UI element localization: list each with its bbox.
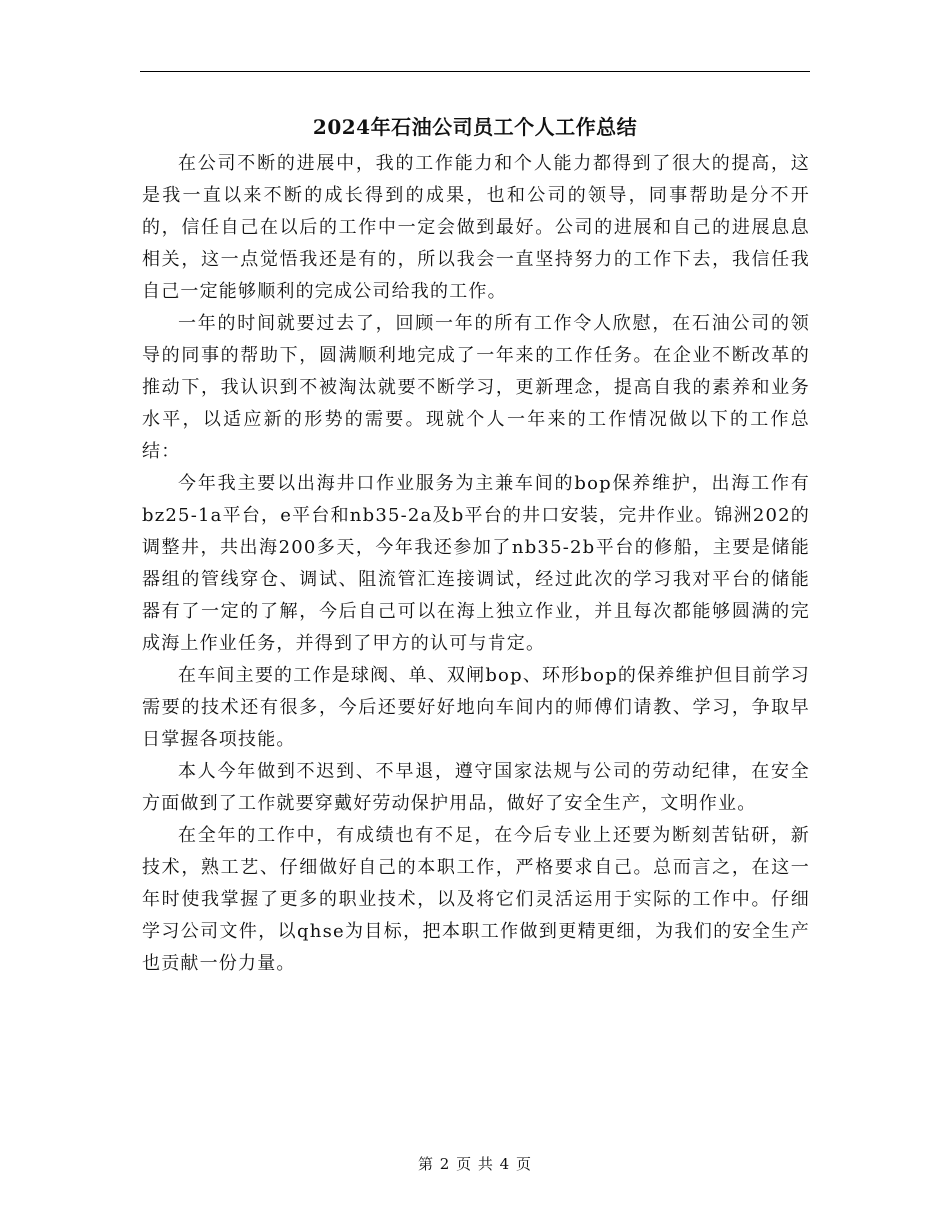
paragraph-5: 本人今年做到不迟到、不早退，遵守国家法规与公司的劳动纪律，在安全方面做到了工作就要穿戴好劳动保护用品，做好了安全生产，文明作业。 — [142, 761, 810, 814]
paragraph-4: 在车间主要的工作是球阀、单、双闸bop、环形bop的保养维护但目前学习需要的技术还有很多，今后还要好好地向车间内的师傅们请教、学习，争取早日掌握各项技能。 — [142, 665, 810, 750]
header-rule — [140, 71, 810, 72]
page-number: 第 2 页 共 4 页 — [418, 1155, 532, 1173]
document-title: 2024年石油公司员工个人工作总结 — [312, 115, 638, 139]
paragraph-3: 今年我主要以出海井口作业服务为主兼车间的bop保养维护，出海工作有bz25-1a平台，e平台和nb35-2a及b平台的井口安装，完井作业。锦洲202的调整井，共出海200多天，今年我还参加了nb35-2b平台的修船，主要是储能器组的管线穿仓、调试、阻流管汇连接调试，经过此次的学习我对平台的储能器有了一定的了解，今后自己可以在海上独立作业，并且每次都能够圆满的完成海上作业任务，并得到了甲方的认可与肯定。 — [142, 473, 810, 654]
document-body — [142, 148, 810, 980]
paragraph-2: 一年的时间就要过去了，回顾一年的所有工作令人欣慰，在石油公司的领导的同事的帮助下，圆满顺利地完成了一年来的工作任务。在企业不断改革的推动下，我认识到不被淘汰就要不断学习，更新理念，提高自我的素养和业务水平，以适应新的形势的需要。现就个人一年来的工作情况做以下的工作总结： — [142, 313, 810, 462]
paragraph-6: 在全年的工作中，有成绩也有不足，在今后专业上还要为断刻苦钻研，新技术，熟工艺、仔细做好自己的本职工作，严格要求自己。总而言之，在这一年时使我掌握了更多的职业技术，以及将它们灵活运用于实际的工作中。仔细学习公司文件，以qhse为目标，把本职工作做到更精更细，为我们的安全生产也贡献一份力量。 — [142, 825, 810, 974]
paragraph-1: 在公司不断的进展中，我的工作能力和个人能力都得到了很大的提高，这是我一直以来不断的成长得到的成果，也和公司的领导，同事帮助是分不开的，信任自己在以后的工作中一定会做到最好。公司的进展和自己的进展息息相关，这一点觉悟我还是有的，所以我会一直坚持努力的工作下去，我信任我自己一定能够顺利的完成公司给我的工作。 — [142, 153, 810, 302]
